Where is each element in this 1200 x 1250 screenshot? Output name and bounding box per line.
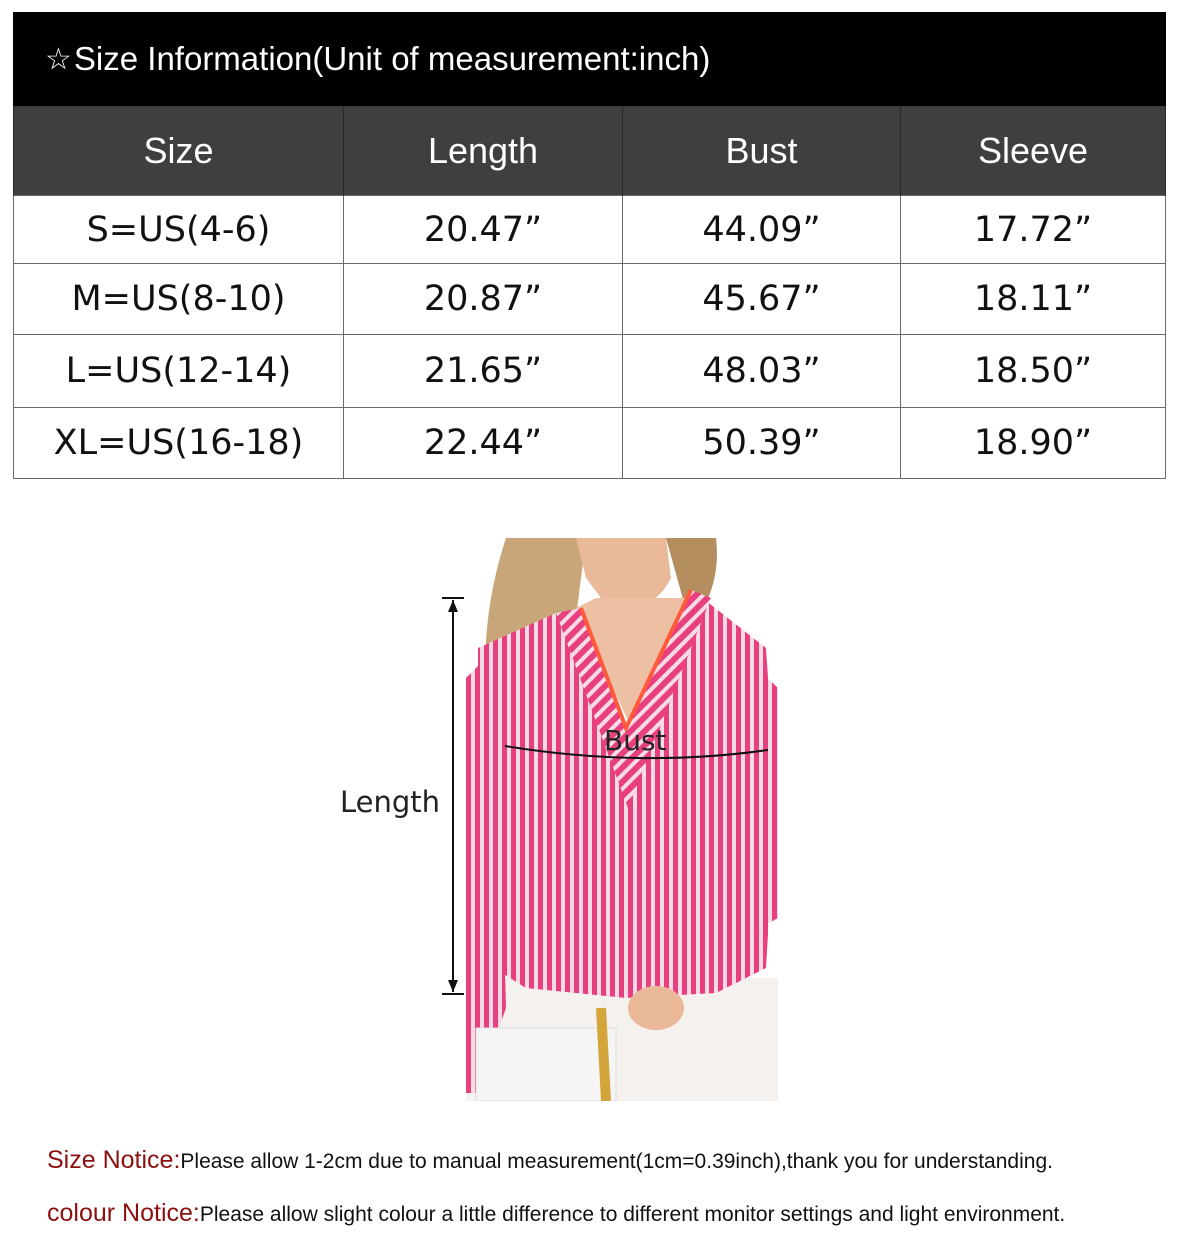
cell-size: L=US(12-14) <box>14 335 344 408</box>
length-label: Length <box>340 785 441 819</box>
cell-sleeve: 18.90” <box>901 408 1166 479</box>
cell-size: M=US(8-10) <box>14 264 344 335</box>
table-row <box>14 196 1166 264</box>
cell-sleeve: 17.72” <box>901 196 1166 264</box>
sweater-illustration <box>466 538 778 1101</box>
size-notice-text: Please allow 1-2cm due to manual measurement(1cm=0.39inch),thank you for understanding. <box>180 1150 1053 1173</box>
cell-length: 20.87” <box>344 264 623 335</box>
bust-label: Bust <box>604 724 667 757</box>
cell-length: 22.44” <box>344 408 623 479</box>
title-text: Size Information(Unit of measurement:inch) <box>73 40 711 77</box>
table-row <box>14 264 1166 335</box>
colour-notice-text: Please allow slight colour a little difference to different monitor settings and light environment. <box>199 1203 1066 1226</box>
cell-sleeve: 18.50” <box>901 335 1166 408</box>
size-table <box>13 106 1166 479</box>
table-row <box>14 335 1166 408</box>
cell-size: XL=US(16-18) <box>14 408 344 479</box>
star-icon: ☆ <box>45 41 72 77</box>
cell-bust: 48.03” <box>623 335 901 408</box>
cell-length: 21.65” <box>344 335 623 408</box>
table-header-row <box>14 106 1166 196</box>
cell-bust: 44.09” <box>623 196 901 264</box>
table-row <box>14 408 1166 479</box>
size-notice-label: Size Notice: <box>47 1146 181 1174</box>
cell-bust: 50.39” <box>623 408 901 479</box>
header-size: Size <box>14 106 344 196</box>
colour-notice-label: colour Notice: <box>47 1199 200 1227</box>
cell-bust: 45.67” <box>623 264 901 335</box>
colour-notice <box>47 1199 1065 1228</box>
product-photo <box>466 538 778 1101</box>
cell-length: 20.47” <box>344 196 623 264</box>
cell-sleeve: 18.11” <box>901 264 1166 335</box>
size-information-title <box>13 12 1166 106</box>
header-bust: Bust <box>623 106 901 196</box>
size-notice <box>47 1146 1053 1175</box>
cell-size: S=US(4-6) <box>14 196 344 264</box>
header-sleeve: Sleeve <box>901 106 1166 196</box>
header-length: Length <box>344 106 623 196</box>
